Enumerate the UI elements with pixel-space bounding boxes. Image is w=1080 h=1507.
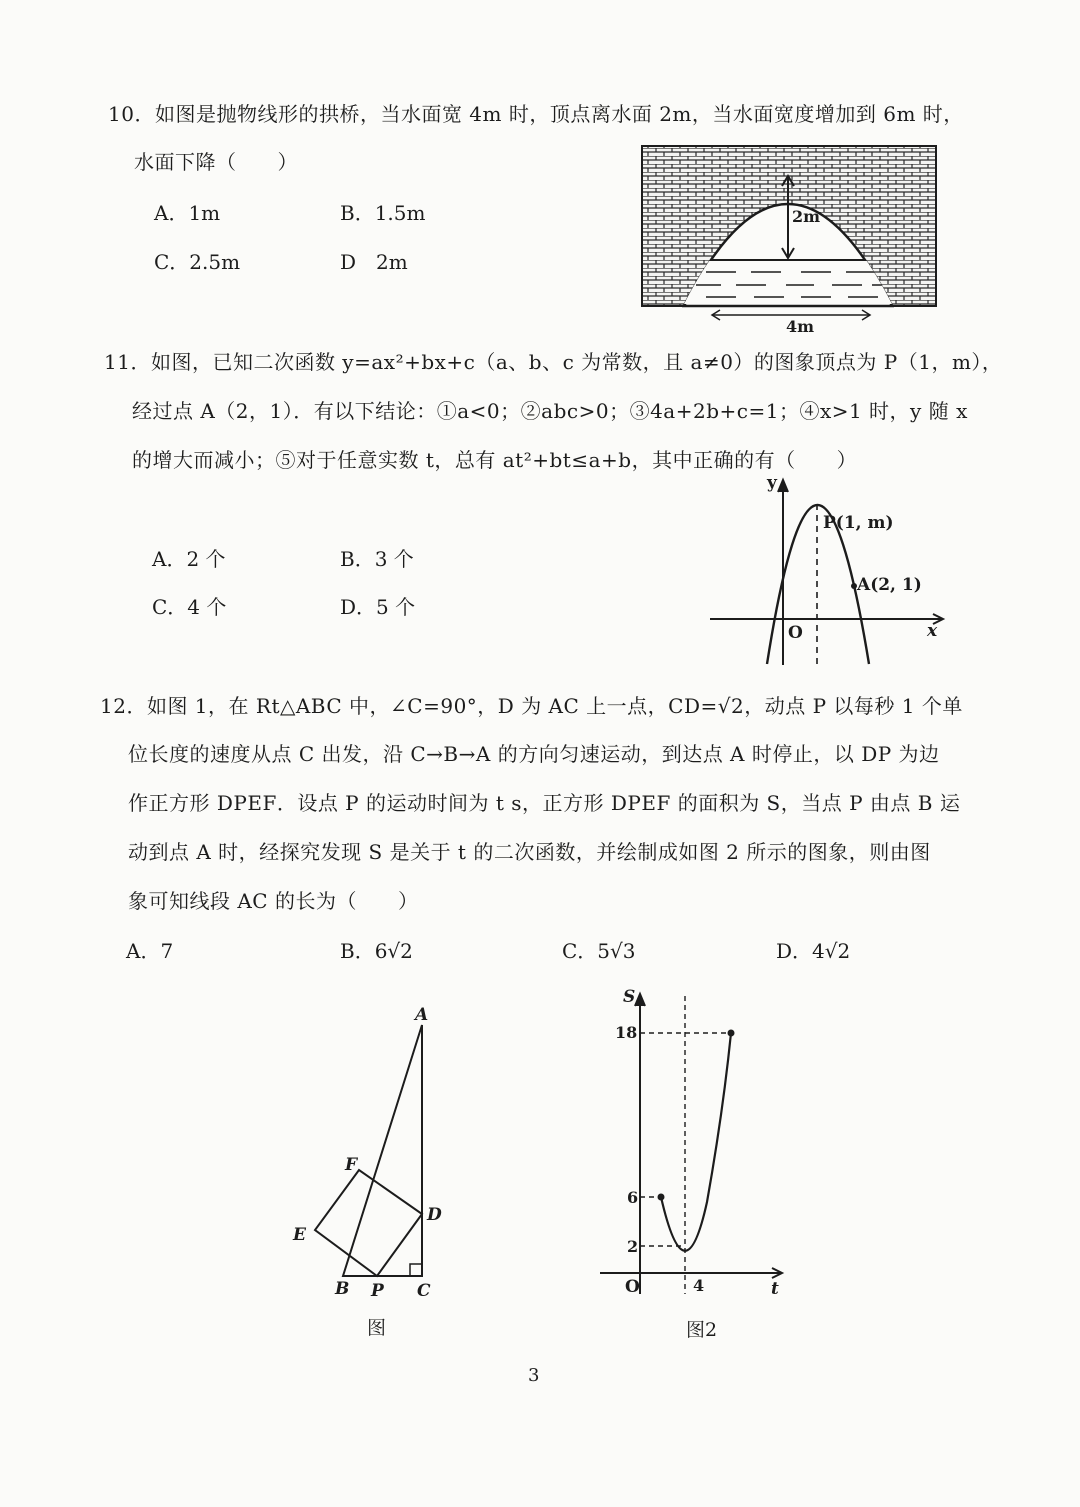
q12-graph-figure: [595, 982, 795, 1302]
q11-line3: 的增大而减小；⑤对于任意实数 t，总有 at²+bt≤a+b，其中正确的有（ ）: [132, 448, 858, 472]
q11-option-a: A．2 个: [152, 547, 226, 571]
square-dpef: [315, 1170, 422, 1276]
q12-line2: 位长度的速度从点 C 出发，沿 C→B→A 的方向匀速运动，到达点 A 时停止，以 DP 为边: [128, 742, 940, 766]
q11-line1: 11．如图，已知二次函数 y=ax²+bx+c（a、b、c 为常数，且 a≠0）的图象顶点为 P（1，m），: [104, 350, 1003, 374]
figure2-caption: 图2: [686, 1319, 718, 1341]
height-label: 2m: [792, 207, 821, 226]
x-label: x: [927, 621, 938, 641]
q11-parabola-figure: [705, 470, 950, 670]
label-c: C: [417, 1281, 431, 1301]
s-label: S: [623, 987, 636, 1007]
q11-line2: 经过点 A（2，1）．有以下结论：①a<0；②abc>0；③4a+2b+c=1；④x>1 时，y 随 x: [132, 399, 968, 423]
tick-2: 2: [627, 1237, 639, 1256]
label-f: F: [345, 1155, 358, 1175]
tick-4: 4: [693, 1276, 705, 1295]
origin-label: O: [788, 623, 803, 643]
q10-line1: 10．如图是抛物线形的拱桥，当水面宽 4m 时，顶点离水面 2m，当水面宽度增加到 6m 时，: [108, 102, 964, 126]
q10-option-c: C．2.5m: [154, 250, 241, 274]
right-angle-mark: [410, 1264, 422, 1276]
label-d: D: [427, 1205, 442, 1225]
q10-line2: 水面下降（ ）: [134, 150, 298, 174]
curve-start-point: [658, 1194, 665, 1201]
q12-option-b: B．6√2: [340, 939, 413, 963]
q12-line3: 作正方形 DPEF．设点 P 的运动时间为 t s，正方形 DPEF 的面积为 S，当点 P 由点 B 运: [128, 791, 961, 815]
q12-option-d: D．4√2: [776, 939, 851, 963]
page-number: 3: [528, 1365, 540, 1386]
label-e: E: [293, 1225, 306, 1245]
figure1-caption: 图: [367, 1317, 387, 1339]
q12-triangle-figure: [285, 1000, 455, 1310]
triangle-abc: [343, 1025, 422, 1276]
q12-option-a: A．7: [126, 939, 174, 963]
width-label: 4m: [786, 317, 815, 336]
label-a: A: [415, 1005, 429, 1025]
q10-option-d: D 2m: [340, 250, 408, 274]
q11-option-d: D．5 个: [340, 595, 416, 619]
t-label: t: [771, 1279, 779, 1299]
q12-option-c: C．5√3: [562, 939, 636, 963]
s-curve: [661, 1033, 731, 1251]
point-a-label: A(2, 1): [857, 575, 922, 595]
q11-option-c: C．4 个: [152, 595, 227, 619]
q12-line4: 动到点 A 时，经探究发现 S 是关于 t 的二次函数，并绘制成如图 2 所示的图象，则由图: [128, 840, 931, 864]
q10-option-a: A．1m: [154, 201, 221, 225]
tick-18: 18: [615, 1023, 638, 1042]
q12-line5: 象可知线段 AC 的长为（ ）: [128, 889, 419, 913]
curve-end-point: [728, 1030, 735, 1037]
y-label: y: [767, 473, 777, 493]
vertex-label: P(1, m): [823, 513, 894, 533]
q12-line1: 12．如图 1，在 Rt△ABC 中，∠C=90°，D 为 AC 上一点，CD=√2，动点 P 以每秒 1 个单: [100, 694, 963, 718]
graph-origin-label: O: [625, 1277, 640, 1297]
tick-6: 6: [627, 1188, 639, 1207]
label-p: P: [371, 1281, 384, 1301]
q10-bridge-figure: [636, 140, 942, 340]
label-b: B: [335, 1279, 350, 1299]
q10-option-b: B．1.5m: [340, 201, 426, 225]
q11-option-b: B．3 个: [340, 547, 414, 571]
